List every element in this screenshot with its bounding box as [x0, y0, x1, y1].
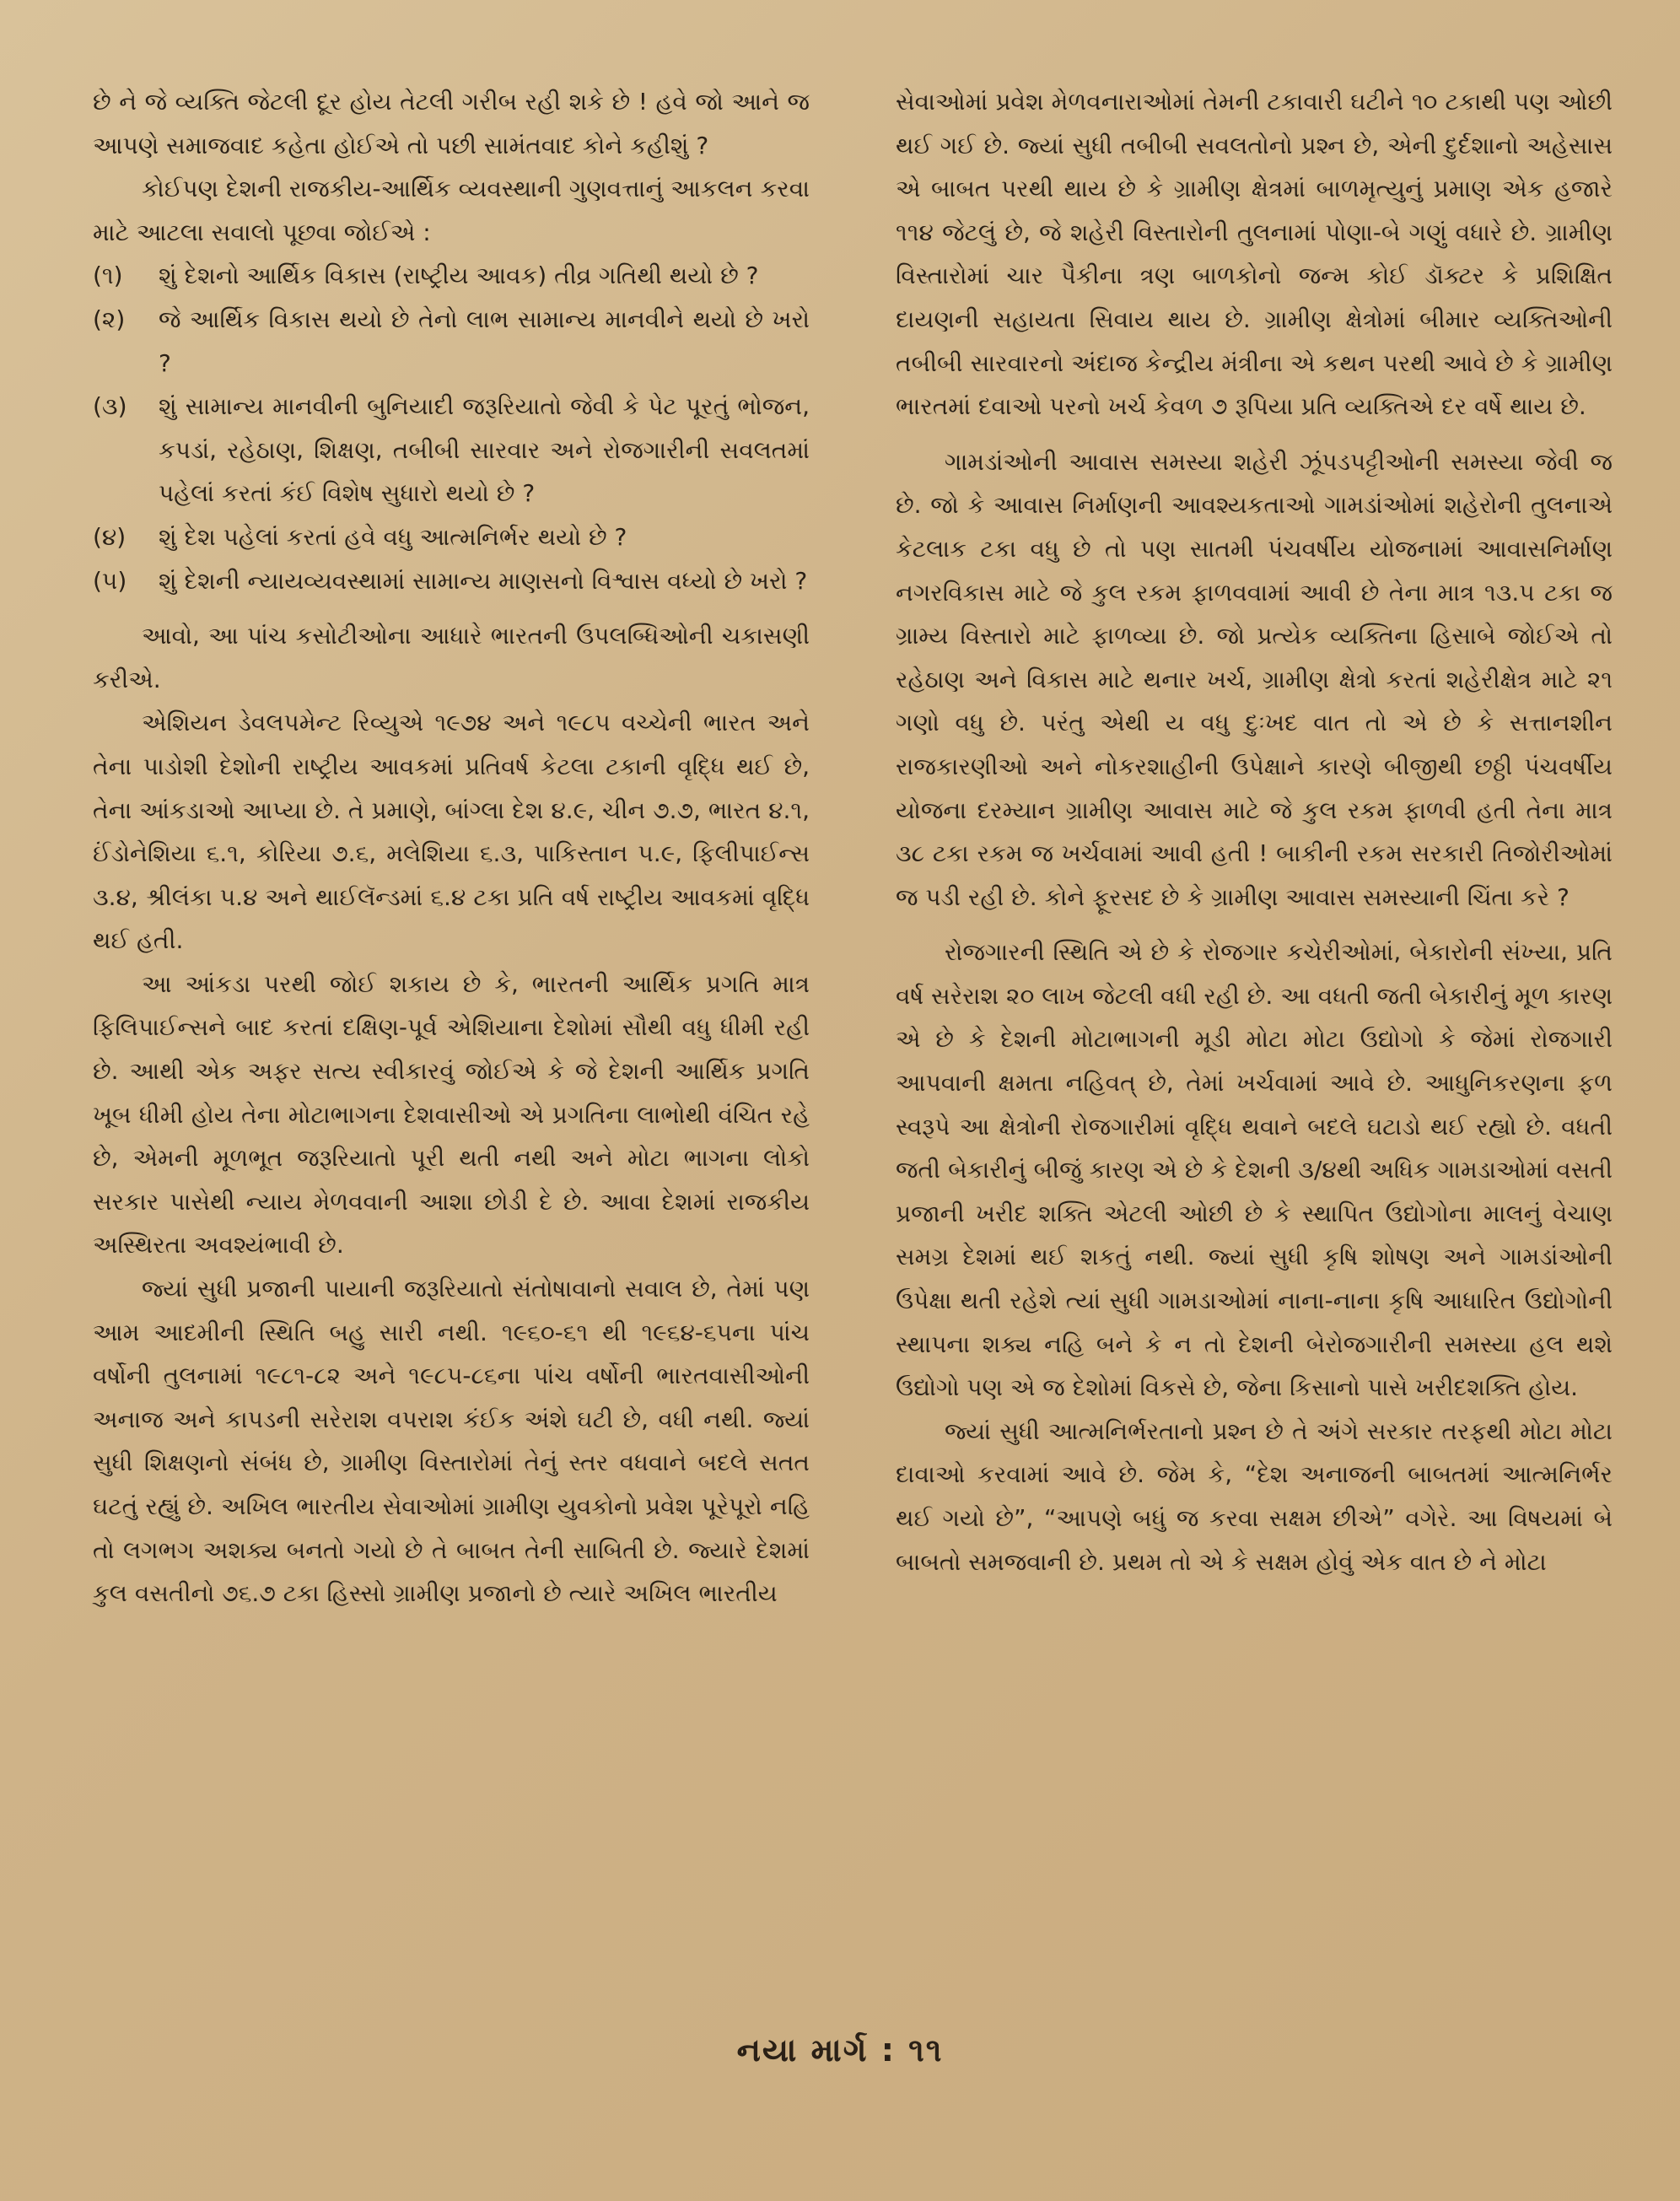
list-text: શું સામાન્ય માનવીની બુનિયાદી જરૂરિયાતો જેવી કે પેટ પૂરતું ભોજન, કપડાં, રહેઠાણ, શિક્ષણ, તબીબી સારવાર અને રોજગારીની સવલતમાં પહેલાં કરતાં કંઈ વિશેષ સુધારો થયો છે ?: [159, 392, 810, 508]
list-number: (૫): [93, 566, 127, 595]
paragraph: જ્યાં સુધી પ્રજાની પાયાની જરૂરિયાતો સંતોષાવાનો સવાલ છે, તેમાં પણ આમ આદમીની સ્થિતિ બહુ સારી નથી. ૧૯૬૦-૬૧ થી ૧૯૬૪-૬૫ના પાંચ વર્ષોની તુલનામાં ૧૯૮૧-૮૨ અને ૧૯૮૫-૮૬ના પાંચ વર્ષોની ભારતવાસીઓની અનાજ અને કાપડની સરેરાશ વપરાશ કંઈક અંશે ઘટી છે, વધી નથી. જ્યાં સુધી શિક્ષણનો સંબંધ છે, ગ્રામીણ વિસ્તારોમાં તેનું સ્તર વધવાને બદલે સતત ઘટતું રહ્યું છે. અખિલ ભારતીય સેવાઓમાં ગ્રામીણ યુવકોનો પ્રવેશ પૂરેપૂરો નહિ તો લગભગ અશક્ય બનતો ગયો છે તે બાબત તેની સાબિતી છે. જ્યારે દેશમાં કુલ વસતીનો ૭૬.૭ ટકા હિસ્સો ગ્રામીણ પ્રજાનો છે ત્યારે અખિલ ભારતીય: [93, 1275, 810, 1608]
list-text: શું દેશ પહેલાં કરતાં હવે વધુ આત્મનિર્ભર થયો છે ?: [159, 522, 627, 551]
list-number: (૪): [93, 522, 127, 551]
list-text: શું દેશની ન્યાયવ્યવસ્થામાં સામાન્ય માણસનો વિશ્વાસ વધ્યો છે ખરો ?: [159, 566, 808, 595]
paragraph: ગામડાંઓની આવાસ સમસ્યા શહેરી ઝૂંપડપટ્ટીઓની સમસ્યા જેવી જ છે. જો કે આવાસ નિર્માણની આવશ્યકતાઓ ગામડાંઓમાં શહેરોની તુલનાએ કેટલાક ટકા વધુ છે તો પણ સાતમી પંચવર્ષીય યોજનામાં આવાસનિર્માણ નગરવિકાસ માટે જે કુલ રકમ ફાળવવામાં આવી છે તેના માત્ર ૧૩.૫ ટકા જ ગ્રામ્ય વિસ્તારો માટે ફાળવ્યા છે. જો પ્રત્યેક વ્યક્તિના હિસાબે જોઈએ તો રહેઠાણ અને વિકાસ માટે થનાર ખર્ચ, ગ્રામીણ ક્ષેત્રો કરતાં શહેરીક્ષેત્ર માટે ૨૧ ગણો વધુ છે. પરંતુ એથી ય વધુ દુઃખદ વાત તો એ છે કે સત્તાનશીન રાજકારણીઓ અને નોકરશાહીની ઉપેક્ષાને કારણે બીજીથી છઠ્ઠી પંચવર્ષીય યોજના દરમ્યાન ગ્રામીણ આવાસ માટે જે કુલ રકમ ફાળવી હતી તેના માત્ર ૩૮ ટકા રકમ જ ખર્ચવામાં આવી હતી ! બાકીની રકમ સરકારી તિજોરીઓમાં જ પડી રહી છે. કોને ફૂરસદ છે કે ગ્રામીણ આવાસ સમસ્યાની ચિંતા કરે ?: [896, 447, 1613, 911]
page-footer: નયા માર્ગ : ૧૧: [736, 2031, 944, 2069]
question-list: [93, 254, 810, 602]
list-item: [93, 515, 810, 559]
paragraph: રોજગારની સ્થિતિ એ છે કે રોજગાર કચેરીઓમાં, બેકારોની સંખ્યા, પ્રતિ વર્ષ સરેરાશ ૨૦ લાખ જેટલી વધી રહી છે. આ વધતી જતી બેકારીનું મૂળ કારણ એ છે કે દેશની મોટાભાગની મૂડી મોટા મોટા ઉદ્યોગો કે જેમાં રોજગારી આપવાની ક્ષમતા નહિવત્ છે, તેમાં ખર્ચવામાં આવે છે. આધુનિકરણના ફળ સ્વરૂપે આ ક્ષેત્રોની રોજગારીમાં વૃદ્ધિ થવાને બદલે ઘટાડો થઈ રહ્યો છે. વધતી જતી બેકારીનું બીજું કારણ એ છે કે દેશની ૩/૪થી અધિક ગામડાઓમાં વસતી પ્રજાની ખરીદ શક્તિ એટલી ઓછી છે કે સ્થાપિત ઉદ્યોગોના માલનું વેચાણ સમગ્ર દેશમાં થઈ શકતું નથી. જ્યાં સુધી કૃષિ શોષણ અને ગામડાંઓની ઉપેક્ષા થતી રહેશે ત્યાં સુધી ગામડાઓમાં નાના-નાના કૃષિ આધારિત ઉદ્યોગોની સ્થાપના શક્ય નહિ બને કે ન તો દેશની બેરોજગારીની સમસ્યા હલ થશે ઉદ્યોગો પણ એ જ દેશોમાં વિકસે છે, જેના કિસાનો પાસે ખરીદશક્તિ હોય.: [896, 938, 1613, 1402]
paragraph: કોઈપણ દેશની રાજકીય-આર્થિક વ્યવસ્થાની ગુણવત્તાનું આકલન કરવા માટે આટલા સવાલો પૂછવા જોઈએ :: [93, 175, 810, 246]
list-text: શું દેશનો આર્થિક વિકાસ (રાષ્ટ્રીય આવક) તીવ્ર ગતિથી થયો છે ?: [159, 262, 759, 290]
paragraph: આ આંકડા પરથી જોઈ શકાય છે કે, ભારતની આર્થિક પ્રગતિ માત્ર ફિલિપાઈન્સને બાદ કરતાં દક્ષિણ-પૂર્વ એશિયાના દેશોમાં સૌથી વધુ ધીમી રહી છે. આથી એક અફર સત્ય સ્વીકારવું જોઈએ કે જે દેશની આર્થિક પ્રગતિ ખૂબ ધીમી હોય તેના મોટાભાગના દેશવાસીઓ એ પ્રગતિના લાભોથી વંચિત રહે છે, એમની મૂળભૂત જરૂરિયાતો પૂરી થતી નથી અને મોટા ભાગના લોકો સરકાર પાસેથી ન્યાય મેળવવાની આશા છોડી દે છે. આવા દેશમાં રાજકીય અસ્થિરતા અવશ્યંભાવી છે.: [93, 969, 810, 1260]
list-number: (૨): [93, 305, 126, 333]
paragraph: સેવાઓમાં પ્રવેશ મેળવનારાઓમાં તેમની ટકાવારી ઘટીને ૧૦ ટકાથી પણ ઓછી થઈ ગઈ છે. જ્યાં સુધી તબીબી સવલતોનો પ્રશ્ન છે, એની દુર્દશાનો અહેસાસ એ બાબત પરથી થાય છે કે ગ્રામીણ ક્ષેત્રમાં બાળમૃત્યુનું પ્રમાણ એક હજારે ૧૧૪ જેટલું છે, જે શહેરી વિસ્તારોની તુલનામાં પોણા-બે ગણું વધારે છે. ગ્રામીણ વિસ્તારોમાં ચાર પૈકીના ત્રણ બાળકોનો જન્મ કોઈ ડૉક્ટર કે પ્રશિક્ષિત દાયણની સહાયતા સિવાય થાય છે. ગ્રામીણ ક્ષેત્રોમાં બીમાર વ્યક્તિઓની તબીબી સારવારનો અંદાજ કેન્દ્રીય મંત્રીના એ કથન પરથી આવે છે કે ગ્રામીણ ભારતમાં દવાઓ પરનો ખર્ચ કેવળ ૭ રૂપિયા પ્રતિ વ્યક્તિએ દર વર્ષે થાય છે.: [896, 88, 1613, 421]
left-column: [93, 80, 810, 1616]
list-number: (૩): [93, 392, 127, 421]
list-text: જે આર્થિક વિકાસ થયો છે તેનો લાભ સામાન્ય માનવીને થયો છે ખરો ?: [159, 305, 810, 377]
right-column: [896, 80, 1613, 1583]
paragraph: એશિયન ડેવલપમેન્ટ રિવ્યુએ ૧૯૭૪ અને ૧૯૮૫ વચ્ચેની ભારત અને તેના પાડોશી દેશોની રાષ્ટ્રીય આવકમાં પ્રતિવર્ષ કેટલા ટકાની વૃદ્ધિ થઈ છે, તેના આંકડાઓ આપ્યા છે. તે પ્રમાણે, બાંગ્લા દેશ ૪.૯, ચીન ૭.૭, ભારત ૪.૧, ઈંડોનેશિયા ૬.૧, કોરિયા ૭.૬, મલેશિયા ૬.૩, પાકિસ્તાન ૫.૯, ફિલીપાઈન્સ ૩.૪, શ્રીલંકા ૫.૪ અને થાઈલૅન્ડમાં ૬.૪ ટકા પ્રતિ વર્ષ રાષ્ટ્રીય આવકમાં વૃદ્ધિ થઈ હતી.: [93, 709, 810, 955]
list-item: [93, 559, 810, 603]
paragraph: છે ને જે વ્યક્તિ જેટલી દૂર હોય તેટલી ગરીબ રહી શકે છે ! હવે જો આને જ આપણે સમાજવાદ કહેતા હોઈએ તો પછી સામંતવાદ કોને કહીશું ?: [93, 88, 810, 159]
list-item: [93, 385, 810, 515]
paragraph: જ્યાં સુધી આત્મનિર્ભરતાનો પ્રશ્ન છે તે અંગે સરકાર તરફથી મોટા મોટા દાવાઓ કરવામાં આવે છે. જેમ કે, “દેશ અનાજની બાબતમાં આત્મનિર્ભર થઈ ગયો છે”, “આપણે બધું જ કરવા સક્ષમ છીએ” વગેરે. આ વિષયમાં બે બાબતો સમજવાની છે. પ્રથમ તો એ કે સક્ષમ હોવું એક વાત છે ને મોટા: [896, 1416, 1613, 1576]
paragraph: આવો, આ પાંચ કસોટીઓના આધારે ભારતની ઉપલબ્ધિઓની ચકાસણી કરીએ.: [93, 622, 810, 693]
list-number: (૧): [93, 262, 123, 290]
list-item: [93, 254, 810, 298]
list-item: [93, 298, 810, 385]
